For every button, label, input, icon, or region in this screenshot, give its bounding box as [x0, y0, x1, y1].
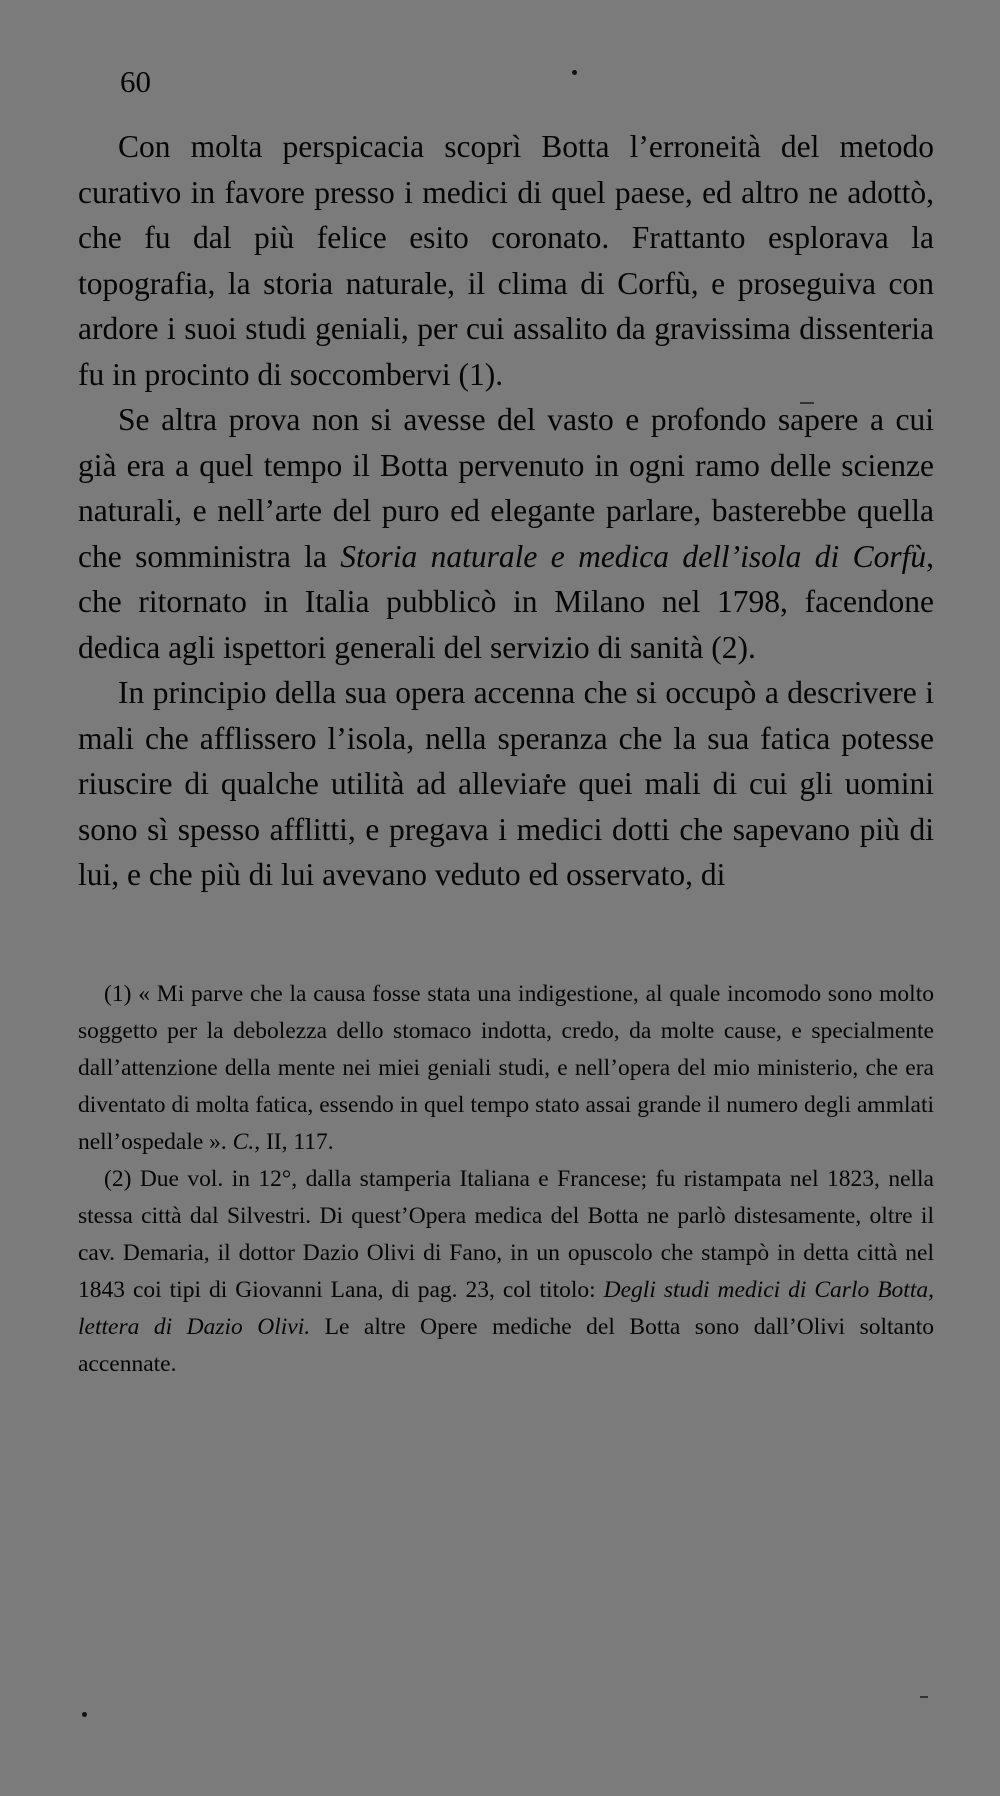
- scan-speck: [82, 1712, 87, 1717]
- footnote-2: [78, 1161, 934, 1383]
- book-page: [78, 62, 934, 1383]
- page-number: 60: [120, 64, 151, 99]
- footnote-text: (1) « Mi parve che la causa fosse stata una indigestione, al quale incomodo sono molto soggetto per la debolezza dello stomaco indotta, credo, da molte cause, e specialmente dall’attenzione della mente nei miei geniali studi, e nell’opera del mio ministerio, che era diventato di molta fatica, essendo in quel tempo stato assai grande il numero degli ammlati nell’ospedale ».: [78, 980, 934, 1155]
- footnote-reference: C.: [232, 1128, 255, 1155]
- paragraph-text: Con molta perspicacia scoprì Botta l’erroneità del metodo curativo in favore presso i medici di quel paese, ed altro ne adottò, che fu dal più felice esito coronato. Frattanto esplorava la topografia, la storia naturale, il clima di Corfù, e proseguiva con ardore i suoi studi geniali, per cui assalito da gravissima dissenteria fu in procinto di soccombervi (1).: [78, 129, 934, 392]
- footnotes: [78, 976, 934, 1383]
- footnote-1: [78, 976, 934, 1161]
- paragraph-text: Se altra prova non si avesse del vasto e profondo sapere a cui già era a quel tempo il Botta pervenuto in ogni ramo delle scienze naturali, e nell’arte del puro ed elegante parlare, basterebbe quella che somministra la: [78, 402, 934, 574]
- paragraph-text: In principio della sua opera accenna che si occupò a descrivere i mali che afflissero l’isola, nella speranza che la sua fatica potesse riuscire di qualche utilità ad alleviare quei mali di cui gli uomini sono sì spesso afflitti, e pregava i medici dotti che sapevano più di lui, e che più di lui avevano veduto ed osservato, di: [78, 675, 934, 892]
- paragraph-2: [78, 397, 934, 670]
- scan-speck: [920, 1696, 928, 1698]
- paragraph-1: [78, 124, 934, 397]
- paragraph-3: [78, 670, 934, 898]
- footnote-text: , II, 117.: [254, 1128, 334, 1155]
- footnote-title: Degli studi medici di Carlo Botta, lettera di Dazio Olivi.: [78, 1276, 934, 1340]
- book-title: Storia naturale e medica dell’isola di Corfù: [340, 538, 927, 574]
- paragraph-text: , che ritornato in Italia pubblicò in Milano nel 1798, facendone dedica agli ispettori generali del servizio di sanità (2).: [78, 538, 934, 665]
- footnote-text: Le altre Opere mediche del Botta sono dall’Olivi soltanto accennate.: [78, 1313, 934, 1377]
- footnote-text: (2) Due vol. in 12°, dalla stamperia Italiana e Francese; fu ristampata nel 1823, nella stessa città dal Silvestri. Di quest’Opera medica del Botta ne parlò distesamente, oltre il cav. Demaria, il dottor Dazio Olivi di Fano, in un opuscolo che stampò in detta città nel 1843 coi tipi di Giovanni Lana, di pag. 23, col titolo:: [78, 1165, 934, 1303]
